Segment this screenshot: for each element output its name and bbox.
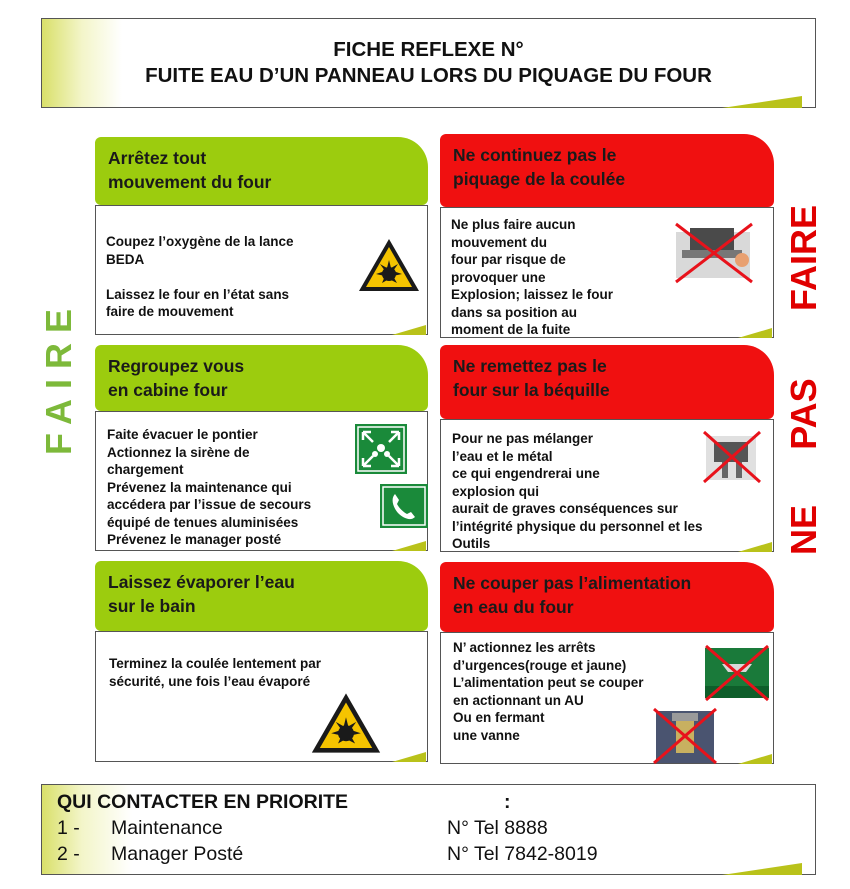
contact-title: QUI CONTACTER EN PRIORITE [57,791,349,813]
dont-card-2-title-line: Ne remettez pas le [453,356,607,376]
contact-tel: N° Tel 7842-8019 [447,843,598,865]
body-line: en actionnant un AU [453,692,584,708]
contact-name: Manager Posté [111,843,244,865]
dont-card-2-body [452,430,703,553]
explosion-warning-icon [356,236,422,294]
body-line: Faite évacuer le pontier [107,427,258,442]
page-curl [722,863,802,875]
side-label-faire-right: FAIRE [783,205,824,312]
body-line: Coupez l’oxygène de la lance [106,234,294,249]
body-line: Outils [452,536,491,551]
title-line-2: FUITE EAU D’UN PANNEAU LORS DU PIQUAGE DU FOUR [145,64,712,87]
do-card-1-title-line: mouvement du four [108,172,272,192]
do-card-3-body [109,655,321,690]
emergency-phone-icon [380,484,428,528]
body-line: aurait de graves conséquences sur [452,501,678,516]
do-card-2-title-line: Regroupez vous [108,356,245,376]
dont-card-1-body [451,216,613,339]
do-card-1-body [106,233,294,321]
body-line: Terminez la coulée lentement par [109,656,322,671]
do-card-2-title-line: en cabine four [108,380,228,400]
title-box [41,18,816,108]
dont-card-3-title-line: en eau du four [453,597,574,617]
body-line: sécurité, une fois l’eau évaporé [109,673,311,689]
body-line: l’intégrité physique du personnel et les [452,518,703,534]
side-label-ne: NE [783,505,824,556]
explosion-warning-icon [308,690,384,756]
crossed-valve-icon [650,705,720,767]
do-card-2-body [107,426,311,549]
side-label-faire: FAIRE [38,299,79,456]
dont-card-3-title-line: Ne couper pas l’alimentation [453,573,692,593]
dont-card-1-title-line: Ne continuez pas le [453,145,617,165]
body-line: moment de la fuite [451,322,571,337]
page-curl [738,328,772,338]
body-line: ce qui engendrerai une [452,466,600,481]
body-line: explosion qui [452,483,540,499]
body-line: Explosion; laissez le four [451,287,614,302]
body-line: accédera par l’issue de secours [107,497,312,512]
page-curl [392,541,426,551]
crossed-furnace-icon [668,220,758,286]
crossed-crutch-icon [700,428,762,486]
body-line: Actionnez la sirène de [107,444,250,460]
page-curl [738,542,772,552]
do-card-3-title-line: Laissez évaporer l’eau [108,572,295,592]
body-line: Laissez le four en l’état sans [106,286,290,302]
body-line: Pour ne pas mélanger [452,431,594,446]
body-line: chargement [107,462,184,477]
body-line: dans sa position au [451,304,578,320]
body-line: provoquer une [451,269,546,285]
do-card-2-title [95,345,428,411]
body-line: une vanne [453,727,520,743]
body-line: l’eau et le métal [452,448,553,464]
page-curl [738,754,772,764]
dont-card-2-title-line: four sur la béquille [453,380,610,400]
body-line: Ou en fermant [453,710,545,725]
crossed-emergency-stop-icon [702,642,772,704]
dont-card-1-title [440,134,774,207]
contact-tel: N° Tel 8888 [447,817,548,839]
body-line: Prévenez la maintenance qui [107,479,292,495]
do-card-1-title [95,137,428,205]
do-card-1-title-line: Arrêtez tout [108,148,207,168]
page-curl [722,96,802,108]
side-label-pas: PAS [783,378,824,450]
body-line: Prévenez le manager posté [107,532,282,547]
contact-name: Maintenance [111,817,223,839]
contact-number: 1 - [57,817,80,839]
body-line: Ne plus faire aucun [451,217,576,232]
body-spacer [106,268,294,286]
do-card-3-title-line: sur le bain [108,596,196,616]
body-line: four par risque de [451,252,566,267]
body-line: mouvement du [451,234,548,250]
dont-card-1-title-line: piquage de la coulée [453,169,626,189]
page-curl [392,325,426,335]
body-line: équipé de tenues aluminisées [107,514,299,530]
dont-card-2-title [440,345,774,419]
assembly-point-icon [355,424,407,474]
page-curl [392,752,426,762]
contact-number: 2 - [57,843,80,865]
title-line-1: FICHE REFLEXE N° [333,38,524,61]
dont-card-3-title [440,562,774,632]
body-line: N’ actionnez les arrêts [453,640,596,655]
dont-card-3-body [453,639,644,744]
body-line: L’alimentation peut se couper [453,675,644,690]
body-line: d’urgences(rouge et jaune) [453,657,627,673]
do-card-3-title [95,561,428,631]
body-line: BEDA [106,251,145,267]
contact-colon: : [504,791,511,813]
contact-box [41,784,816,875]
body-line: faire de mouvement [106,304,234,319]
